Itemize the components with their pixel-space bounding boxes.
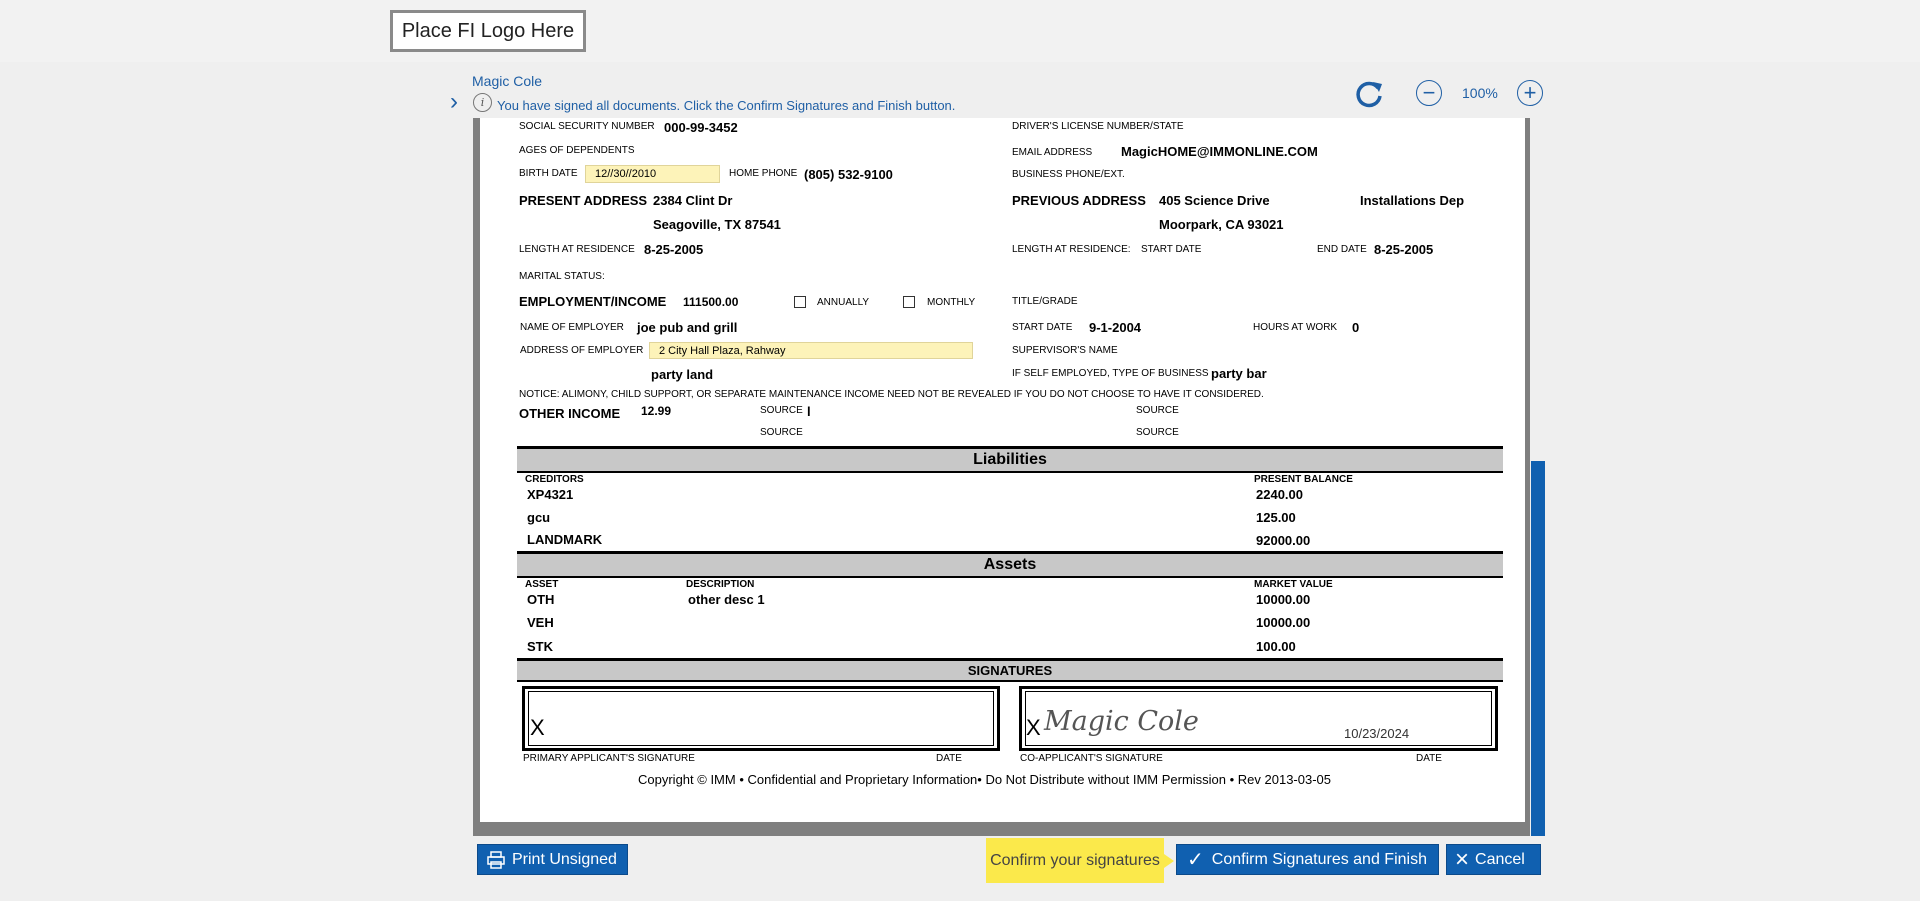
chevron-right-icon[interactable]: › <box>450 88 458 115</box>
annually-checkbox[interactable] <box>794 296 806 308</box>
confirm-finish-label: Confirm Signatures and Finish <box>1211 850 1427 868</box>
primary-signature-label: PRIMARY APPLICANT'S SIGNATURE <box>523 753 695 764</box>
previous-address-extra: Installations Dep <box>1360 193 1465 208</box>
liabilities-header: Liabilities <box>517 446 1503 473</box>
printer-icon <box>486 850 506 870</box>
other-income-label: OTHER INCOME <box>519 406 621 421</box>
marital-status-label: MARITAL STATUS: <box>519 271 605 282</box>
asset-value: 10000.00 <box>1256 615 1311 630</box>
title-grade-label: TITLE/GRADE <box>1012 296 1078 307</box>
description-column-header: DESCRIPTION <box>686 579 755 590</box>
employer-name-label: NAME OF EMPLOYER <box>520 322 624 333</box>
length-at-residence-value: 8-25-2005 <box>644 242 704 257</box>
logo-placeholder: Place FI Logo Here <box>390 10 586 52</box>
zoom-in-button[interactable]: + <box>1517 80 1543 106</box>
job-start-date-label: START DATE <box>1012 322 1073 333</box>
assets-header: Assets <box>517 551 1503 578</box>
employer-name-value: joe pub and grill <box>637 320 738 335</box>
ssn-label: SOCIAL SECURITY NUMBER <box>519 121 655 132</box>
supervisor-label: SUPERVISOR'S NAME <box>1012 345 1118 356</box>
asset-type: OTH <box>527 592 555 607</box>
creditors-column-header: CREDITORS <box>525 474 584 485</box>
prev-end-date-value: 8-25-2005 <box>1374 242 1434 257</box>
source-label-3: SOURCE <box>1136 405 1179 416</box>
prev-end-date-label: END DATE <box>1317 244 1367 255</box>
close-icon: × <box>1455 845 1470 873</box>
employer-extra: party land <box>651 367 714 382</box>
signatures-header: SIGNATURES <box>517 658 1503 682</box>
cancel-button[interactable] <box>1446 844 1541 875</box>
liability-creditor: LANDMARK <box>527 532 603 547</box>
birth-date-field[interactable]: 12//30//2010 <box>585 165 720 183</box>
source-label-1: SOURCE <box>760 405 803 416</box>
source-label-2: SOURCE <box>760 427 803 438</box>
dependents-label: AGES OF DEPENDENTS <box>519 145 635 156</box>
ssn-value: 000-99-3452 <box>664 120 738 135</box>
income-value: 111500.00 <box>683 295 739 309</box>
primary-signature-x: X <box>530 715 545 740</box>
length-at-residence-label: LENGTH AT RESIDENCE <box>519 244 635 255</box>
employer-address-field[interactable]: 2 City Hall Plaza, Rahway <box>649 342 973 359</box>
job-start-date-value: 9-1-2004 <box>1089 320 1142 335</box>
confirm-signatures-finish-button[interactable] <box>1176 844 1439 875</box>
previous-address-line1: 405 Science Drive <box>1159 193 1270 208</box>
asset-value: 10000.00 <box>1256 592 1311 607</box>
previous-address-line2: Moorpark, CA 93021 <box>1159 217 1284 232</box>
birth-date-label: BIRTH DATE <box>519 168 578 179</box>
asset-type: STK <box>527 639 553 654</box>
prev-length-label: LENGTH AT RESIDENCE: <box>1012 244 1131 255</box>
self-employed-value: party bar <box>1211 366 1267 381</box>
hours-at-work-value: 0 <box>1352 320 1360 335</box>
source-label-4: SOURCE <box>1136 427 1179 438</box>
license-label: DRIVER'S LICENSE NUMBER/STATE <box>1012 121 1184 132</box>
liability-creditor: XP4321 <box>527 487 574 502</box>
home-phone-label: HOME PHONE <box>729 168 798 179</box>
annually-label: ANNUALLY <box>817 297 870 308</box>
co-date-label: DATE <box>1416 753 1442 764</box>
co-signature-image: Magic Cole <box>1044 706 1199 737</box>
top-header <box>0 0 1920 62</box>
asset-description: other desc 1 <box>688 592 765 607</box>
cancel-label: Cancel <box>1475 850 1525 868</box>
market-value-column-header: MARKET VALUE <box>1254 579 1333 590</box>
present-address-label: PRESENT ADDRESS <box>519 193 648 208</box>
self-employed-label: IF SELF EMPLOYED, TYPE OF BUSINESS <box>1012 368 1209 379</box>
home-phone-value: (805) 532-9100 <box>804 167 893 182</box>
hours-at-work-label: HOURS AT WORK <box>1253 322 1338 333</box>
confirm-signatures-tooltip: Confirm your signatures <box>986 838 1164 883</box>
business-phone-label: BUSINESS PHONE/EXT. <box>1012 169 1125 180</box>
monthly-label: MONTHLY <box>927 297 976 308</box>
present-address-line1: 2384 Clint Dr <box>653 193 733 208</box>
co-signature-label: CO-APPLICANT'S SIGNATURE <box>1020 753 1163 764</box>
co-signature-date: 10/23/2024 <box>1344 726 1410 741</box>
asset-value: 100.00 <box>1256 639 1296 654</box>
refresh-icon[interactable] <box>1353 78 1385 110</box>
checkmark-icon: ✓ <box>1187 849 1204 871</box>
primary-signature-inner <box>528 691 994 746</box>
employer-address-label: ADDRESS OF EMPLOYER <box>520 345 644 356</box>
zoom-out-button[interactable]: − <box>1416 80 1442 106</box>
liability-balance: 2240.00 <box>1256 487 1303 502</box>
email-value: MagicHOME@IMMONLINE.COM <box>1121 144 1318 159</box>
email-label: EMAIL ADDRESS <box>1012 147 1093 158</box>
info-message: You have signed all documents. Click the Confirm Signatures and Finish button. <box>497 98 956 113</box>
liability-balance: 125.00 <box>1256 510 1296 525</box>
asset-column-header: ASSET <box>525 579 559 590</box>
liability-creditor: gcu <box>527 510 551 525</box>
monthly-checkbox[interactable] <box>903 296 915 308</box>
prev-start-date-label: START DATE <box>1141 244 1202 255</box>
document-scrollbar[interactable] <box>1531 461 1545 836</box>
print-unsigned-button[interactable] <box>477 844 628 875</box>
print-unsigned-label: Print Unsigned <box>512 850 617 868</box>
income-notice: NOTICE: ALIMONY, CHILD SUPPORT, OR SEPARATE MAINTENANCE INCOME NEED NOT BE REVEALED IF YOU DO NOT CHOOSE TO HAVE IT CONSIDERED. <box>519 389 1264 400</box>
previous-address-label: PREVIOUS ADDRESS <box>1012 193 1146 208</box>
co-signature-x: X <box>1026 715 1041 740</box>
liability-balance: 92000.00 <box>1256 533 1311 548</box>
asset-type: VEH <box>527 615 554 630</box>
copyright-footer: Copyright © IMM • Confidential and Proprietary Information• Do Not Distribute without IMM Permission • Rev 2013-03-05 <box>638 772 1332 787</box>
source-value-1: l <box>807 404 811 419</box>
balance-column-header: PRESENT BALANCE <box>1254 474 1353 485</box>
info-icon: i <box>473 93 492 112</box>
other-income-value: 12.99 <box>641 404 672 418</box>
employment-income-label: EMPLOYMENT/INCOME <box>519 294 667 309</box>
present-address-line2: Seagoville, TX 87541 <box>653 217 781 232</box>
zoom-level: 100% <box>1462 85 1498 101</box>
signer-name: Magic Cole <box>472 73 543 89</box>
primary-date-label: DATE <box>936 753 962 764</box>
